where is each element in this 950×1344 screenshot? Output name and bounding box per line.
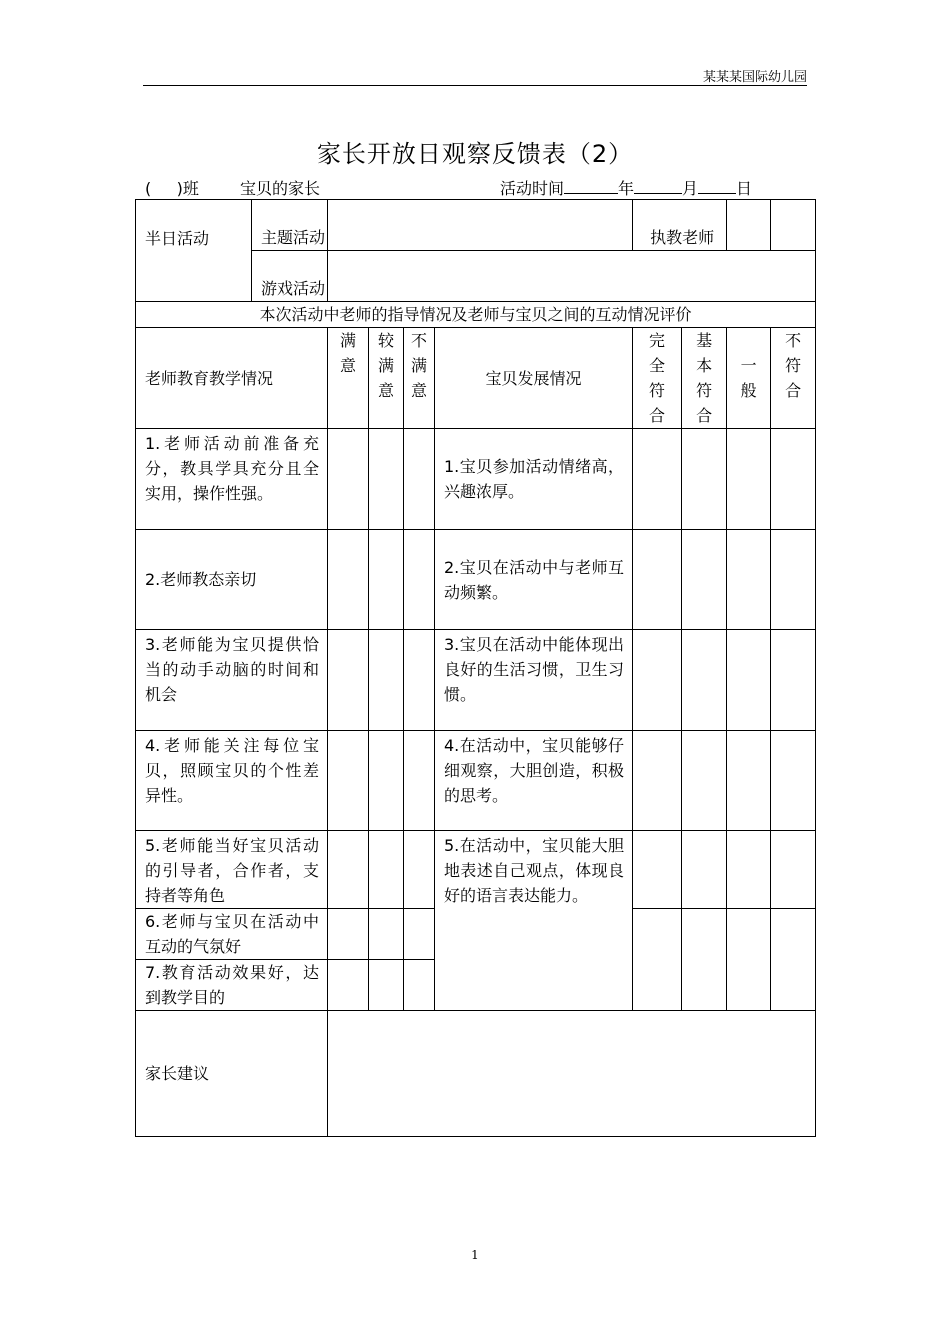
check-cell[interactable] [771,630,816,731]
page-title: 家长开放日观察反馈表（2） [316,140,634,168]
feedback-table [135,199,816,1137]
teacher-label-text: 执教老师 [650,228,715,247]
table-row [136,429,816,530]
check-cell[interactable] [404,831,435,909]
rating-average [727,328,771,429]
rating-fairly-satisfied [369,328,404,429]
baby-section-header: 宝贝发展情况 [435,328,633,429]
check-cell[interactable] [727,909,771,1011]
check-cell[interactable] [727,731,771,831]
check-cell[interactable] [727,831,771,909]
rating-fully-matches [633,328,682,429]
table-row [136,530,816,630]
baby-item-1: 1.宝贝参加活动情绪高，兴趣浓厚。 [435,429,633,530]
header-divider [143,85,807,86]
check-cell[interactable] [328,960,369,1011]
check-cell[interactable] [369,960,404,1011]
rating-unsatisfied [404,328,435,429]
check-cell[interactable] [633,731,682,831]
check-cell[interactable] [771,530,816,630]
table-row [136,831,816,909]
check-cell[interactable] [328,530,369,630]
check-cell[interactable] [771,909,816,1011]
teacher-value[interactable] [727,200,771,251]
time-label [500,176,752,199]
rating-header-text: 较 满 意 [377,331,394,400]
theme-label: 主题活动 [252,200,328,251]
check-cell[interactable] [328,909,369,960]
month-blank[interactable] [634,176,682,194]
teacher-label [633,200,727,251]
parent-label: 宝贝的家长 [240,179,321,198]
check-cell[interactable] [404,960,435,1011]
check-cell[interactable] [682,630,727,731]
table-row [136,731,816,831]
check-cell[interactable] [369,909,404,960]
teacher-item-3: 3.老师能为宝贝提供恰当的动手动脑的时间和机会 [136,630,328,731]
check-cell[interactable] [328,630,369,731]
check-cell[interactable] [682,429,727,530]
check-cell[interactable] [328,731,369,831]
check-cell[interactable] [369,630,404,731]
month-label: 月 [682,179,699,198]
year-blank[interactable] [564,176,618,194]
check-cell[interactable] [633,630,682,731]
check-cell[interactable] [682,731,727,831]
check-cell[interactable] [727,429,771,530]
check-cell[interactable] [369,429,404,530]
teacher-item-6: 6.老师与宝贝在活动中互动的气氛好 [136,909,328,960]
rating-not-match [771,328,816,429]
check-cell[interactable] [727,630,771,731]
rating-basically-matches [682,328,727,429]
rating-header-text: 不 满 意 [410,331,427,400]
suggestion-row [136,1011,816,1137]
day-label: 日 [736,179,753,198]
check-cell[interactable] [404,909,435,960]
table-row [136,630,816,731]
check-cell[interactable] [369,731,404,831]
rating-header-text: 不 符 合 [785,331,802,400]
eval-title: 本次活动中老师的指导情况及老师与宝贝之间的互动情况评价 [136,302,816,328]
teacher-item-4: 4.老师能关注每位宝贝，照顾宝贝的个性差异性。 [136,731,328,831]
eval-title-row [136,302,816,328]
check-cell[interactable] [328,429,369,530]
teacher-item-5: 5.老师能当好宝贝活动的引导者，合作者，支持者等角色 [136,831,328,909]
baby-item-5: 5.在活动中，宝贝能大胆地表述自己观点，体现良好的语言表达能力。 [435,831,633,1011]
class-label: ( )班 [145,179,199,198]
activity-row-theme [136,200,816,251]
teacher-section-header: 老师教育教学情况 [136,328,328,429]
rating-header-text: 一 般 [740,356,757,400]
check-cell[interactable] [404,731,435,831]
suggestion-input[interactable] [328,1011,816,1137]
teacher-item-2: 2.老师教态亲切 [136,530,328,630]
column-header-row [136,328,816,429]
baby-item-4: 4.在活动中，宝贝能够仔细观察，大胆创造，积极的思考。 [435,731,633,831]
rating-header-text: 满 意 [339,331,356,375]
day-blank[interactable] [698,176,736,194]
check-cell[interactable] [633,909,682,1011]
baby-item-2: 2.宝贝在活动中与老师互动频繁。 [435,530,633,630]
suggestion-label: 家长建议 [136,1011,328,1137]
check-cell[interactable] [633,831,682,909]
check-cell[interactable] [771,831,816,909]
check-cell[interactable] [771,731,816,831]
time-label-text: 活动时间 [500,179,565,198]
page-number: 1 [471,1248,479,1262]
check-cell[interactable] [771,429,816,530]
check-cell[interactable] [633,530,682,630]
check-cell[interactable] [328,831,369,909]
check-cell[interactable] [369,530,404,630]
check-cell[interactable] [404,429,435,530]
rating-header-text: 完 全 符 合 [649,331,666,425]
baby-item-3: 3.宝贝在活动中能体现出良好的生活习惯，卫生习惯。 [435,630,633,731]
game-label: 游戏活动 [252,251,328,302]
check-cell[interactable] [369,831,404,909]
check-cell[interactable] [682,530,727,630]
header-org: 某某某国际幼儿园 [702,70,807,85]
theme-value[interactable] [328,200,633,251]
teacher-value-2[interactable] [771,200,816,251]
check-cell[interactable] [404,530,435,630]
check-cell[interactable] [633,429,682,530]
check-cell[interactable] [682,909,727,1011]
teacher-item-7: 7.教育活动效果好，达到教学目的 [136,960,328,1011]
check-cell[interactable] [682,831,727,909]
game-value[interactable] [328,251,816,302]
year-label: 年 [618,179,635,198]
check-cell[interactable] [404,630,435,731]
teacher-item-1: 1.老师活动前准备充分，教具学具充分且全实用，操作性强。 [136,429,328,530]
rating-header-text: 基 本 符 合 [696,331,713,425]
info-line [145,176,815,198]
rating-satisfied [328,328,369,429]
half-day-label: 半日活动 [136,200,252,302]
check-cell[interactable] [727,530,771,630]
